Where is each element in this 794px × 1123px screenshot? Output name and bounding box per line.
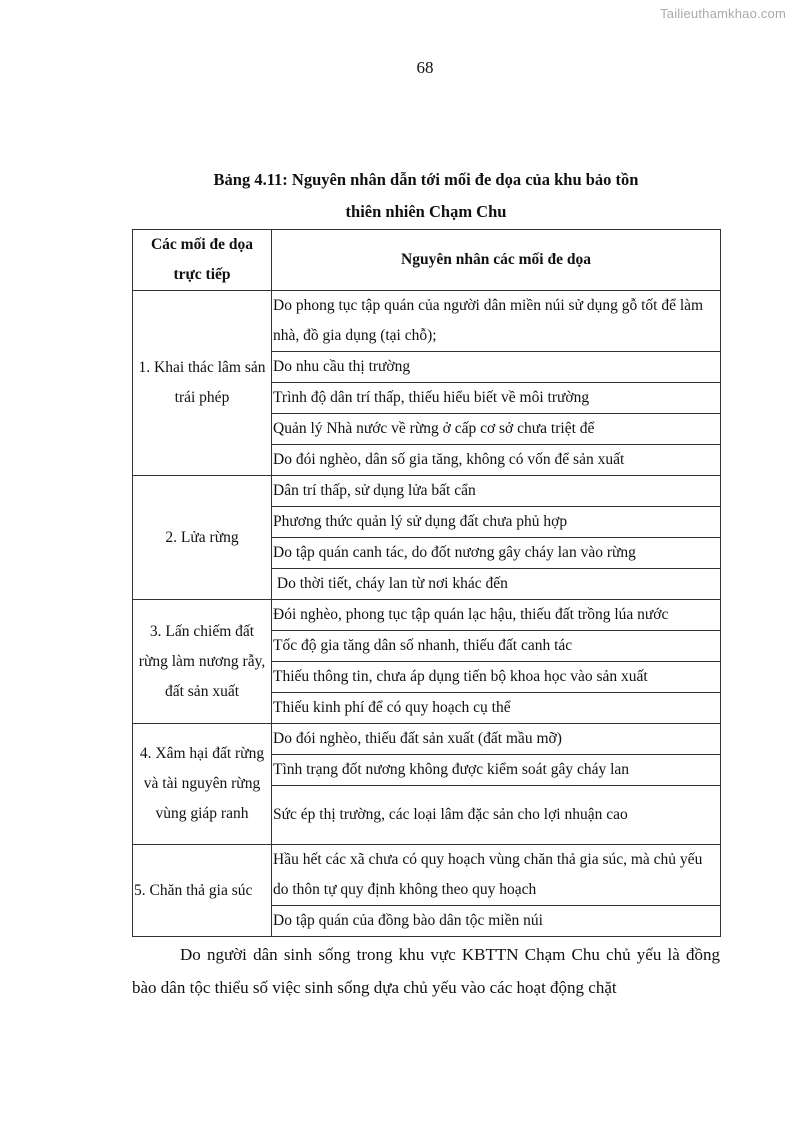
cause-cell: Do tập quán của đồng bào dân tộc miền núi (272, 906, 721, 937)
cause-cell: Phương thức quản lý sử dụng đất chưa phủ hợp (272, 507, 721, 538)
threat-cell: 3. Lấn chiếm đất rừng làm nương rẫy, đất sản xuất (133, 600, 272, 724)
table-row (133, 291, 721, 352)
threat-cell: 5. Chăn thả gia súc (133, 845, 272, 937)
threat-cell: 4. Xâm hại đất rừng và tài nguyên rừng vùng giáp ranh (133, 724, 272, 845)
cause-cell: Thiếu kinh phí để có quy hoạch cụ thể (272, 693, 721, 724)
body-paragraph: Do người dân sinh sống trong khu vực KBTTN Chạm Chu chủ yếu là đồng bào dân tộc thiểu số việc sinh sống dựa chủ yếu vào các hoạt động chặt (132, 945, 720, 997)
cause-cell: Trình độ dân trí thấp, thiếu hiểu biết về môi trường (272, 383, 721, 414)
cause-cell: Do thời tiết, cháy lan từ nơi khác đến (272, 569, 721, 600)
body-text (132, 938, 720, 1004)
cause-cell: Sức ép thị trường, các loại lâm đặc sản cho lợi nhuận cao (272, 786, 721, 845)
table-row (133, 476, 721, 507)
cause-cell: Do đói nghèo, thiếu đất sản xuất (đất mầu mỡ) (272, 724, 721, 755)
cause-cell: Quản lý Nhà nước về rừng ở cấp cơ sở chưa triệt để (272, 414, 721, 445)
cause-cell: Dân trí thấp, sử dụng lửa bất cẩn (272, 476, 721, 507)
cause-cell: Tình trạng đốt nương không được kiểm soát gây cháy lan (272, 755, 721, 786)
header-threats: Các mối đe dọa trực tiếp (133, 230, 272, 291)
cause-cell: Do phong tục tập quán của người dân miền núi sử dụng gỗ tốt để làm nhà, đồ gia dụng (tại chỗ); (272, 291, 721, 352)
cause-cell: Do đói nghèo, dân số gia tăng, không có vốn để sản xuất (272, 445, 721, 476)
threat-cell: 1. Khai thác lâm sản trái phép (133, 291, 272, 476)
table-row (133, 724, 721, 755)
cause-cell: Hầu hết các xã chưa có quy hoạch vùng chăn thả gia súc, mà chủ yếu do thôn tự quy định không theo quy hoạch (272, 845, 721, 906)
table-caption-line-1: Bảng 4.11: Nguyên nhân dẫn tới mối đe dọa của khu bảo tồn (213, 170, 639, 189)
threat-cell: 2. Lửa rừng (133, 476, 272, 600)
table-caption (132, 164, 720, 228)
cause-cell: Do tập quán canh tác, do đốt nương gây cháy lan vào rừng (272, 538, 721, 569)
table-caption-line-2: thiên nhiên Chạm Chu (345, 202, 507, 221)
table-row (133, 600, 721, 631)
page-number: 68 (416, 58, 434, 77)
table-row (133, 845, 721, 906)
watermark: Tailieuthamkhao.com (660, 6, 786, 21)
cause-cell: Do nhu cầu thị trường (272, 352, 721, 383)
table-header-row (133, 230, 721, 291)
cause-cell: Thiếu thông tin, chưa áp dụng tiến bộ khoa học vào sản xuất (272, 662, 721, 693)
threats-table (132, 229, 721, 937)
cause-cell: Đói nghèo, phong tục tập quán lạc hậu, thiếu đất trồng lúa nước (272, 600, 721, 631)
header-causes: Nguyên nhân các mối đe dọa (272, 230, 721, 291)
cause-cell: Tốc độ gia tăng dân số nhanh, thiếu đất canh tác (272, 631, 721, 662)
